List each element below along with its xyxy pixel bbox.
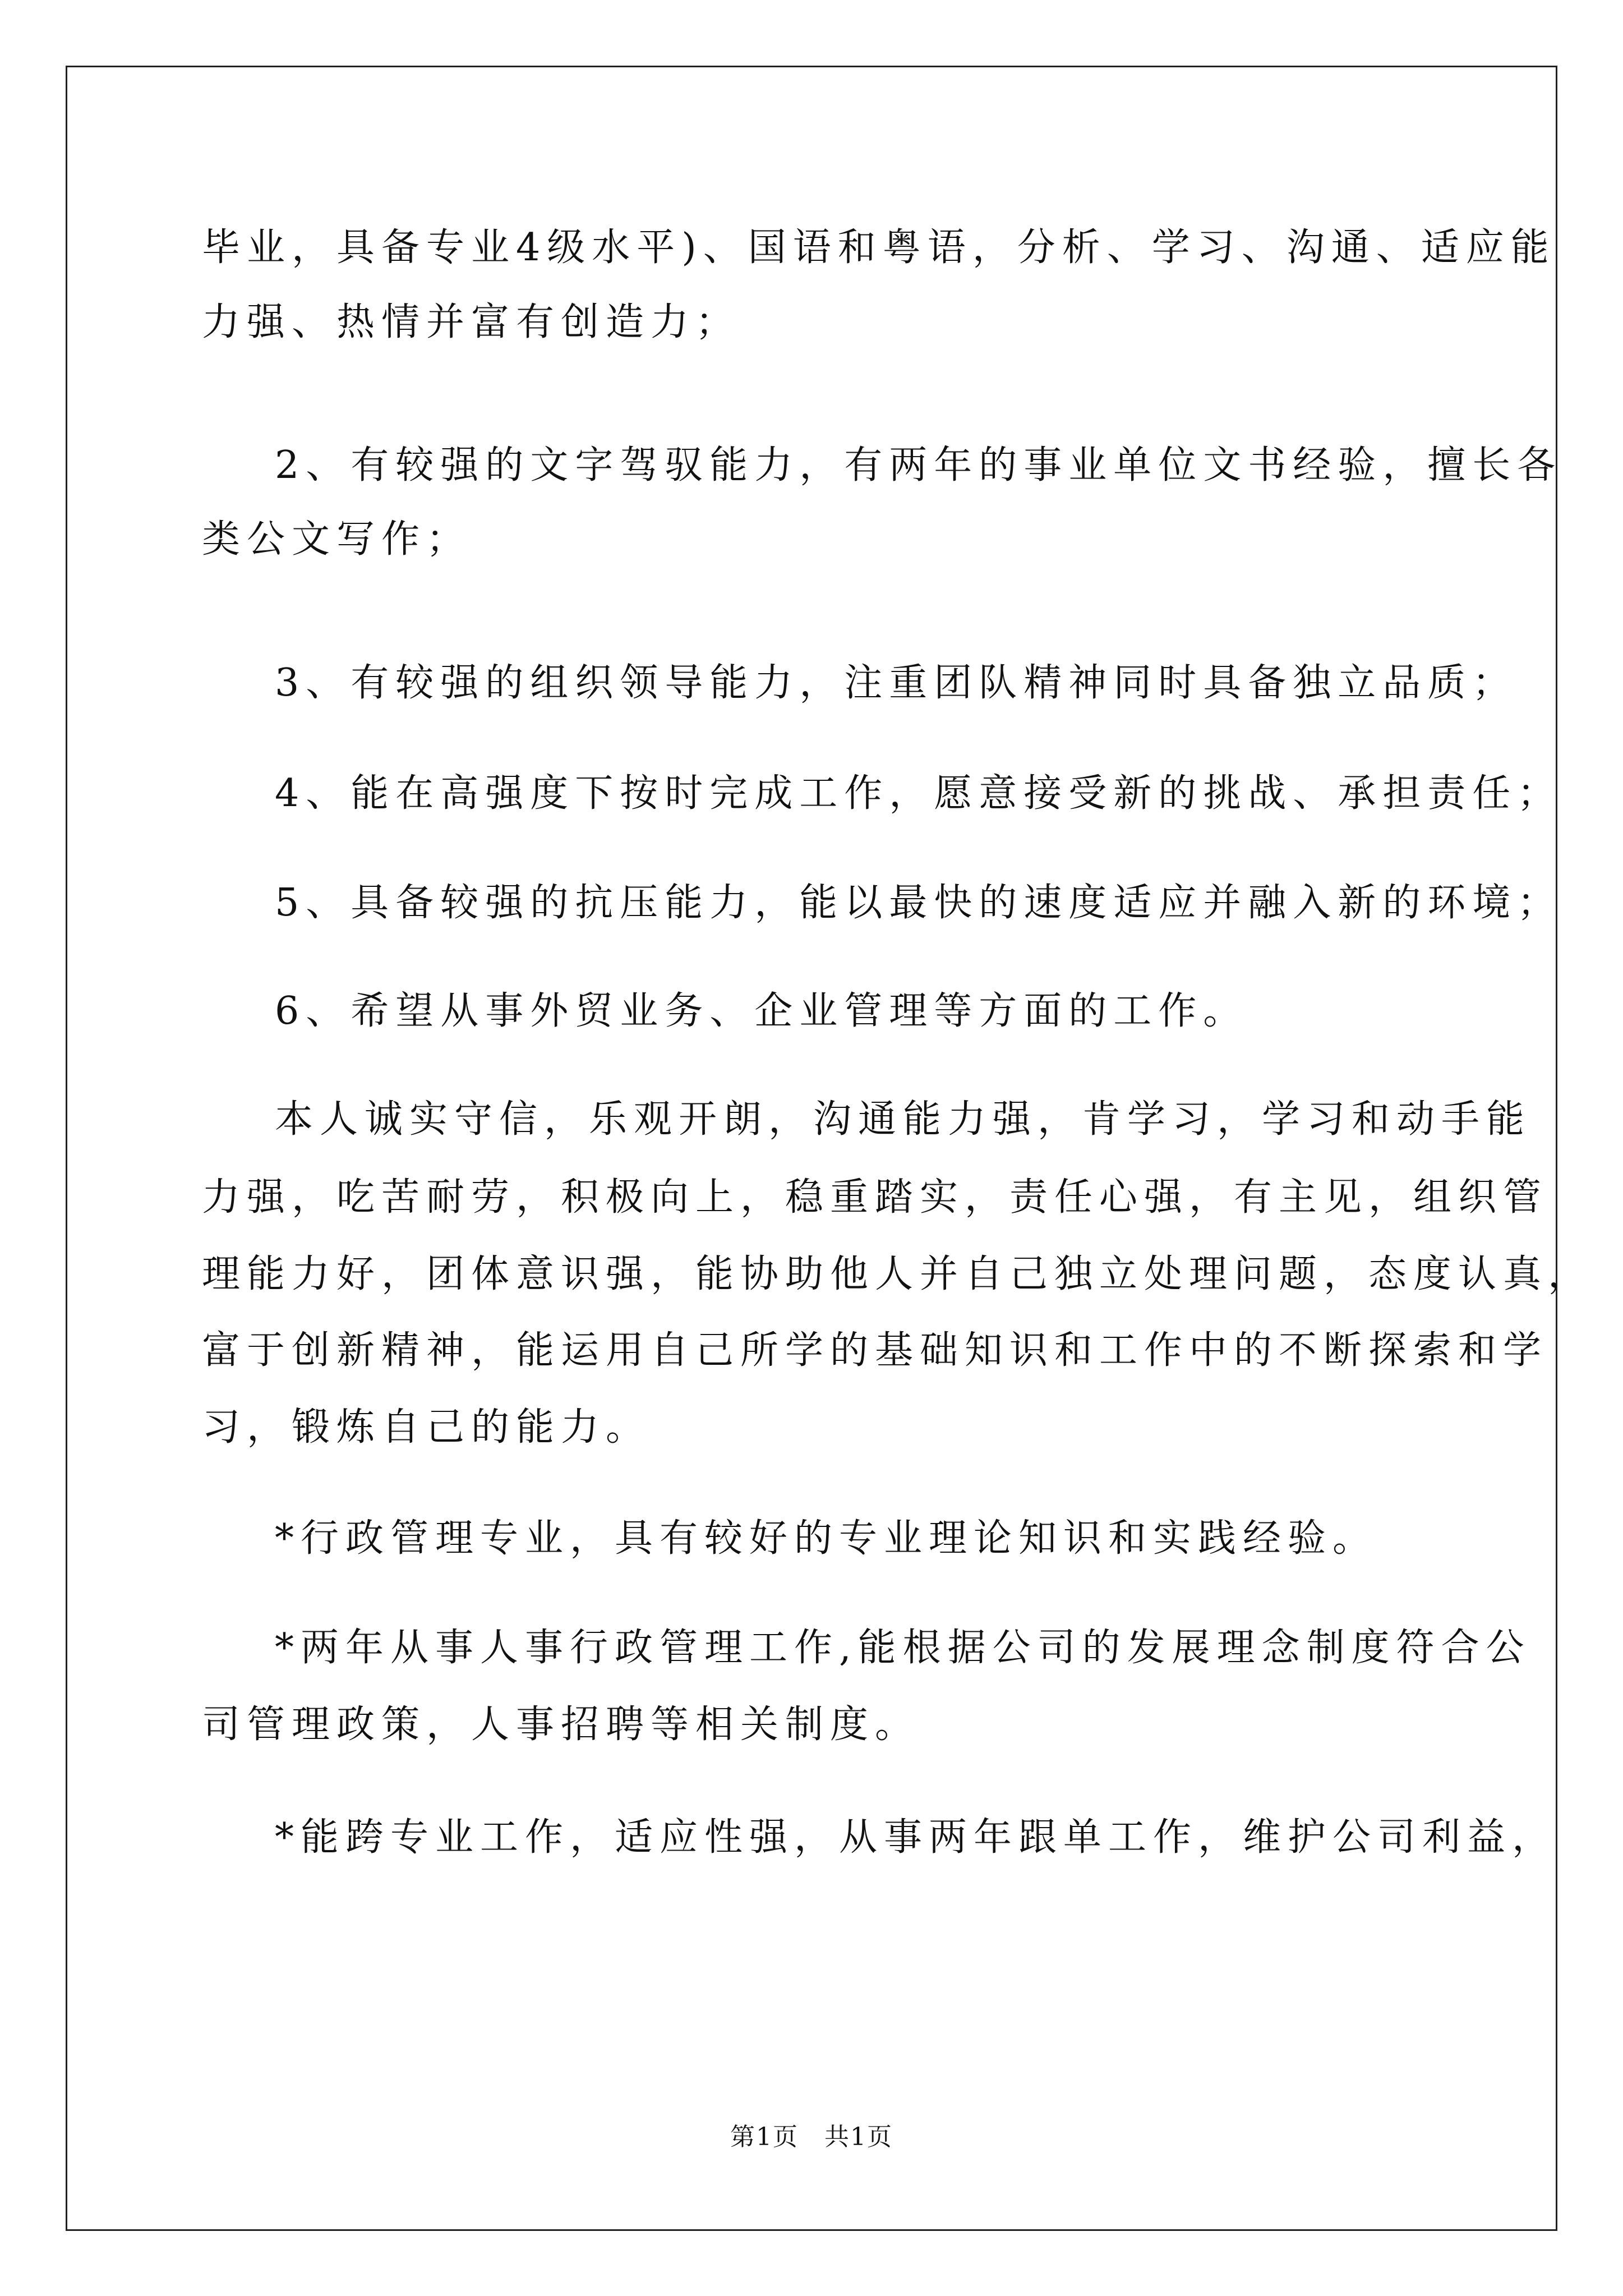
text-line: *能跨专业工作，适应性强，从事两年跟单工作，维护公司利益， <box>275 1815 1557 1860</box>
text-line: 2、有较强的文字驾驭能力，有两年的事业单位文书经验，擅长各 <box>275 443 1562 487</box>
text-line: 习，锻炼自己的能力。 <box>202 1405 651 1450</box>
text-line: 6、希望从事外贸业务、企业管理等方面的工作。 <box>275 989 1248 1033</box>
text-line: *行政管理专业，具有较好的专业理论知识和实践经验。 <box>275 1516 1378 1561</box>
text-line: 力强，吃苦耐劳，积极向上，稳重踏实，责任心强，有主见，组织管 <box>202 1175 1548 1220</box>
text-line: 本人诚实守信，乐观开朗，沟通能力强，肯学习，学习和动手能 <box>275 1097 1532 1142</box>
text-line: 理能力好，团体意识强，能协助他人并自己独立处理问题，态度认真， <box>202 1252 1593 1296</box>
text-line: 富于创新精神，能运用自己所学的基础知识和工作中的不断探索和学 <box>202 1328 1548 1373</box>
text-line: 5、具备较强的抗压能力，能以最快的速度适应并融入新的环境； <box>275 881 1562 925</box>
page-border <box>66 66 1557 2231</box>
text-line: 3、有较强的组织领导能力，注重团队精神同时具备独立品质； <box>275 661 1518 705</box>
text-line: 类公文写作； <box>202 517 472 562</box>
text-line: 司管理政策，人事招聘等相关制度。 <box>202 1703 920 1747</box>
text-line: 毕业，具备专业4级水平)、国语和粤语，分析、学习、沟通、适应能 <box>202 226 1556 270</box>
text-line: *两年从事人事行政管理工作,能根据公司的发展理念制度符合公 <box>275 1626 1531 1670</box>
page-footer: 第1页 共1页 <box>730 2123 893 2151</box>
text-line: 4、能在高强度下按时完成工作，愿意接受新的挑战、承担责任； <box>275 771 1562 816</box>
text-line: 力强、热情并富有创造力； <box>202 300 741 344</box>
